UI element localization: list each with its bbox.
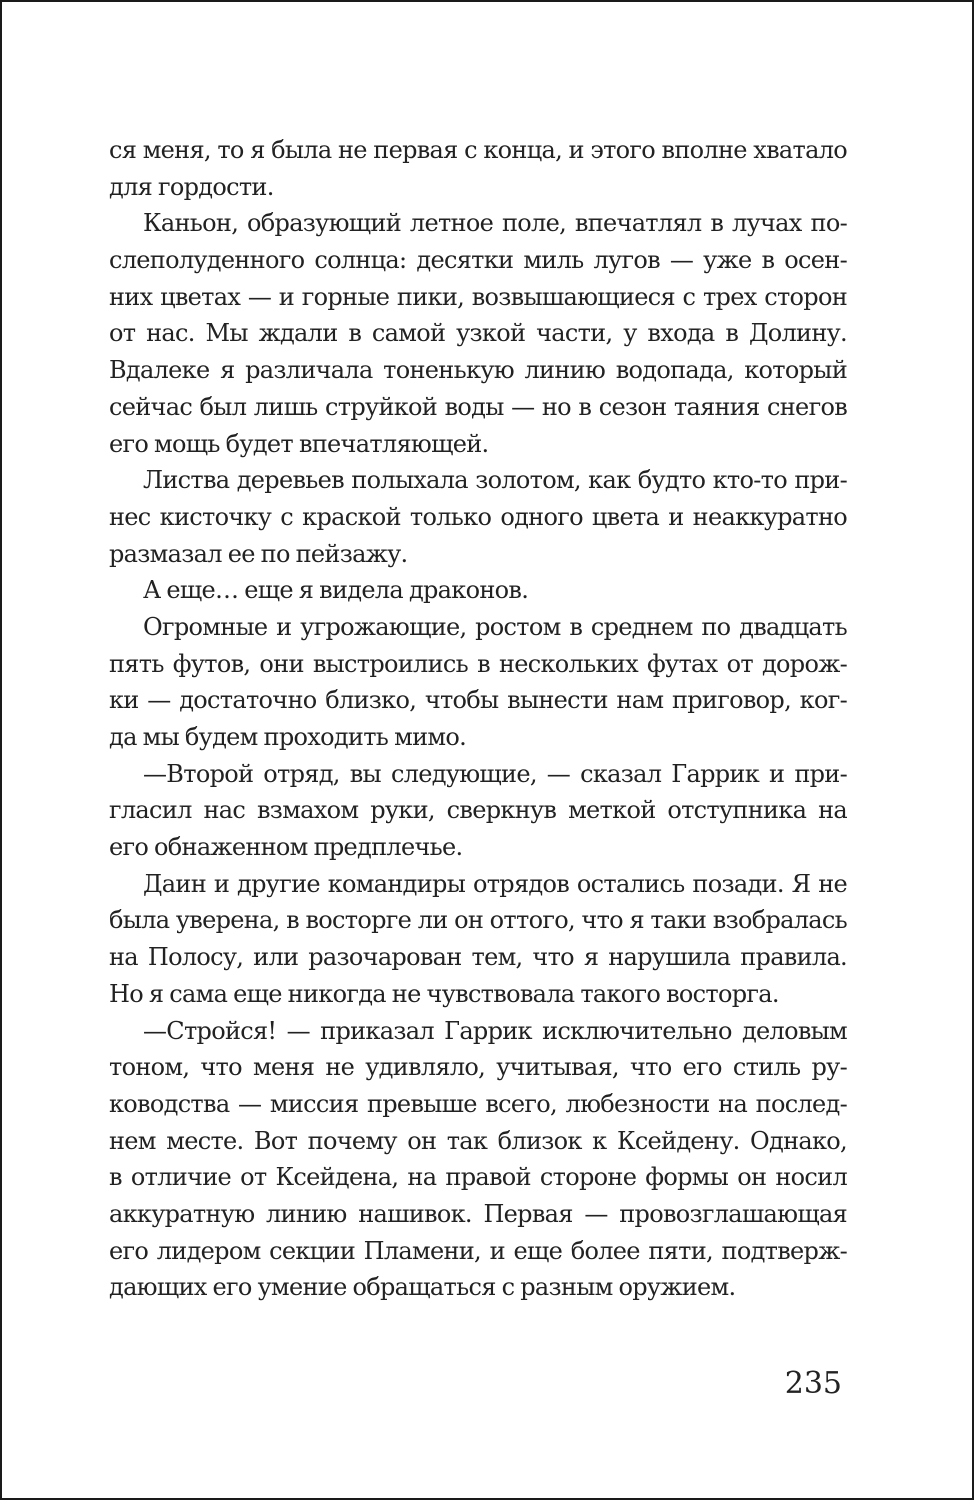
text-line: них цветах — и горные пики, возвышающиеся с трех сторон bbox=[109, 282, 847, 311]
text-line: его мощь будет впечатляющей. bbox=[109, 429, 489, 458]
text-line: Листва деревьев полыхала золотом, как будто кто-то при- bbox=[143, 466, 847, 495]
text-line: слеполуденного солнца: десятки миль лугов — уже в осен- bbox=[109, 246, 847, 275]
text-line: ки — достаточно близко, чтобы вынести нам приговор, ког- bbox=[109, 686, 847, 715]
text-line: ся меня, то я была не первая с конца, и этого вполне хватало bbox=[109, 136, 847, 164]
text-line: Даин и другие командиры отрядов остались позади. Я не bbox=[143, 869, 847, 898]
text-line: была уверена, в восторге ли он оттого, что я таки взобралась bbox=[109, 906, 847, 935]
page-body-text bbox=[109, 132, 847, 1306]
text-line: Вдалеке я различала тоненькую линию водопада, который bbox=[109, 356, 847, 385]
paragraph bbox=[109, 866, 847, 1013]
text-line: Огромные и угрожающие, ростом в среднем по двадцать bbox=[143, 612, 847, 641]
text-line: да мы будем проходить мимо. bbox=[109, 723, 467, 751]
text-line: —Стройся! — приказал Гаррик исключительно деловым bbox=[143, 1016, 847, 1045]
text-line: А еще… еще я видела драконов. bbox=[143, 576, 529, 605]
text-line: нес кисточку с краской только одного цвета и неаккуратно bbox=[109, 502, 847, 531]
paragraph bbox=[109, 462, 847, 572]
paragraph bbox=[109, 132, 847, 205]
text-line: на Полосу, или разочарован тем, что я нарушила правила. bbox=[109, 943, 847, 972]
text-line: его обнаженном предплечье. bbox=[109, 833, 463, 862]
paragraph bbox=[109, 572, 847, 609]
text-line: в отличие от Ксейдена, на правой стороне формы он носил bbox=[109, 1163, 847, 1192]
text-line: для гордости. bbox=[109, 172, 274, 201]
text-line: дающих его умение обращаться с разным оружием. bbox=[109, 1273, 736, 1302]
text-line: ководства — миссия превыше всего, любезности на послед- bbox=[109, 1089, 847, 1118]
text-line: от нас. Мы ждали в самой узкой части, у входа в Долину. bbox=[109, 319, 847, 348]
text-line: тоном, что меня не удивляло, учитывая, что его стиль ру- bbox=[109, 1053, 847, 1082]
paragraph bbox=[109, 1013, 847, 1307]
text-line: пять футов, они выстроились в нескольких футах от дорож- bbox=[109, 649, 847, 678]
text-line: —Второй отряд, вы следующие, — сказал Гаррик и при- bbox=[143, 759, 847, 788]
paragraph bbox=[109, 609, 847, 756]
text-line: его лидером секции Пламени, и еще более пяти, подтверж- bbox=[109, 1236, 847, 1265]
text-line: Каньон, образующий летное поле, впечатлял в лучах по- bbox=[143, 209, 847, 238]
page-number: 235 bbox=[784, 1366, 842, 1401]
text-line: Но я сама еще никогда не чувствовала такого восторга. bbox=[109, 979, 779, 1008]
paragraph bbox=[109, 756, 847, 866]
paragraph bbox=[109, 205, 847, 462]
text-line: аккуратную линию нашивок. Первая — провозглашающая bbox=[109, 1199, 847, 1228]
text-line: нем месте. Вот почему он так близок к Ксейдену. Однако, bbox=[109, 1126, 847, 1155]
text-line: размазал ее по пейзажу. bbox=[109, 539, 408, 568]
text-line: сейчас был лишь струйкой воды — но в сезон таяния снегов bbox=[109, 392, 847, 421]
text-line: гласил нас взмахом руки, сверкнув меткой отступника на bbox=[109, 796, 847, 825]
